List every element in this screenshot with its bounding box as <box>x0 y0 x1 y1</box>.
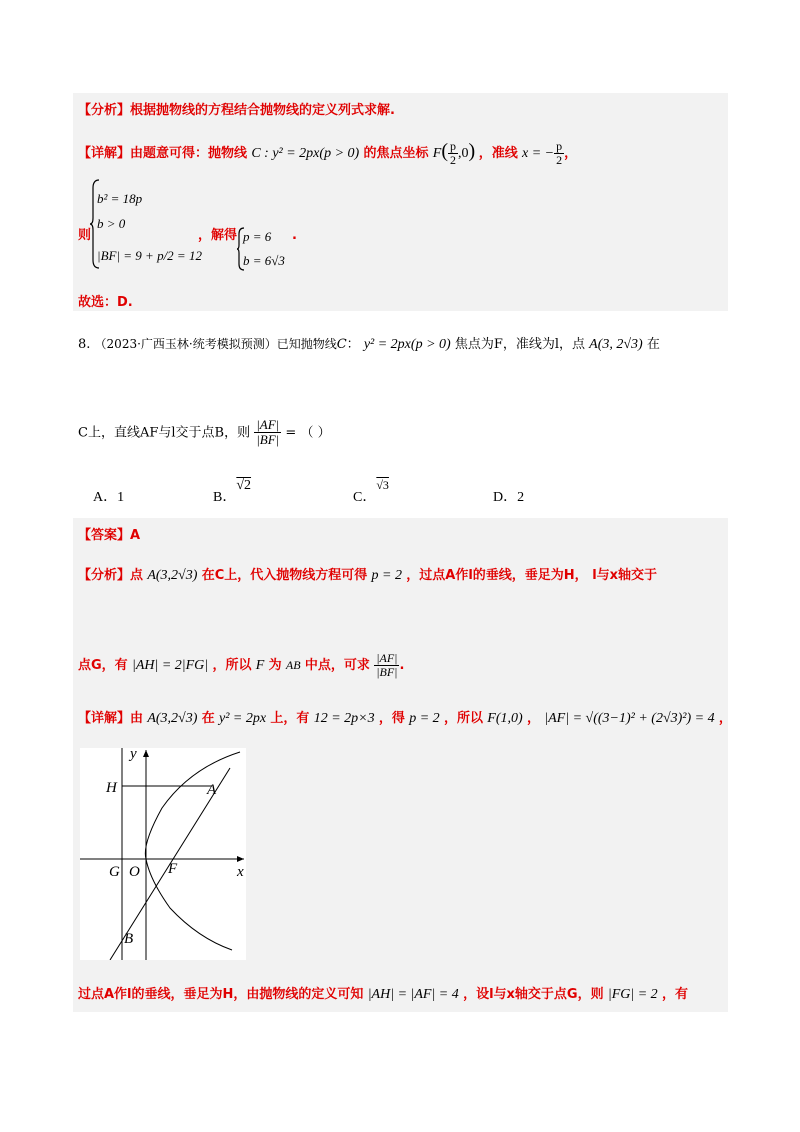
directrix-text: ，准线 <box>478 145 518 161</box>
q8-stem-line-1: 8. （2023·广西玉林·统考模拟预测）已知抛物线C： y² = 2px(p > 0) 焦点为F，准线为l，点 A(3, 2√3) 在 <box>78 337 660 352</box>
choice-d[interactable]: D．2 <box>493 490 525 505</box>
solution-line-1: p = 6 <box>243 229 272 244</box>
parabola-figure <box>80 748 246 960</box>
q8-point-A: A(3, 2√3) <box>589 337 643 352</box>
q7-solution-panel <box>73 93 728 311</box>
comma: ， <box>564 145 578 161</box>
label-y: y <box>130 748 137 762</box>
q8-analysis-line-1: 【分析】点 A(3,2√3) 在C上，代入抛物线方程可得 p = 2 ，过点A作l的垂线，垂足为H， l与x轴交于 <box>78 568 658 583</box>
q8-equation: y² = 2px(p > 0) <box>363 337 451 352</box>
figure-svg <box>80 748 246 960</box>
q8-analysis-line-2: 点G，有 |AH| = 2|FG| ，所以 F 为 AB 中点，可求 $\frac{|AF|}{|BF|}$ . <box>78 651 405 680</box>
detail-tag: 【详解】 <box>78 145 131 161</box>
y-axis-arrow <box>143 750 149 757</box>
q8-detail-line: 【详解】由 A(3,2√3) 在 y² = 2px 上，有 12 = 2p×3 ，得 p = 2 ，所以 F(1,0) ， |AF| = √((3−1)² + (2√3)²) = 4 ， <box>78 711 732 726</box>
label-H: H <box>106 780 117 796</box>
then-label: 则 <box>78 228 92 243</box>
analysis-text: 根据抛物线的方程结合抛物线的定义列式求解. <box>130 103 395 118</box>
label-B: B <box>124 931 134 947</box>
label-O: O <box>129 864 140 880</box>
label-A: A <box>207 782 217 798</box>
label-F: F <box>168 861 178 877</box>
parabola-equation: C : y² = 2px(p > 0) <box>251 145 360 161</box>
q8-answer-line: 【答案】A <box>78 528 141 543</box>
system-line-1: b² = 18p <box>97 191 143 206</box>
solution-line-2: b = 6√3 <box>243 253 285 268</box>
q8-detail-last-line: 过点A作l的垂线，垂足为H，由抛物线的定义可知 |AH| = |AF| = 4 ，设l与x轴交于点G，则 |FG| = 2 ，有 <box>78 987 688 1002</box>
system-line-3: |BF| = 9 + p/2 = 12 <box>97 248 202 263</box>
period: . <box>292 228 297 243</box>
system-line-2: b > 0 <box>97 216 126 231</box>
directrix-equation: x = − $\frac{p}{2}$ <box>522 139 563 168</box>
parabola-curve <box>145 752 240 950</box>
focus-text: 的焦点坐标 <box>363 145 429 161</box>
label-G: G <box>109 864 120 880</box>
q7-analysis-line <box>78 104 395 118</box>
q7-answer-line: 故选：D. <box>78 295 133 310</box>
choice-c[interactable]: C．√3 <box>353 478 389 505</box>
x-axis-arrow <box>237 856 244 862</box>
analysis-tag: 【分析】 <box>78 103 131 118</box>
solve-text: ，解得 <box>198 228 238 243</box>
q7-detail-line <box>78 140 577 167</box>
label-x: x <box>237 864 244 880</box>
q8-stem-line-2: C上，直线AF与l交于点B，则 $\frac{|AF|}{|BF|}$ = （ ） <box>78 417 331 448</box>
choice-b[interactable]: B．√2 <box>213 478 252 505</box>
detail-text: 由题意可得：抛物线 <box>130 145 248 161</box>
choice-a[interactable]: A．1 <box>93 490 125 505</box>
focus-coordinates: F( $\frac{p}{2}$ ,0) <box>432 139 476 168</box>
